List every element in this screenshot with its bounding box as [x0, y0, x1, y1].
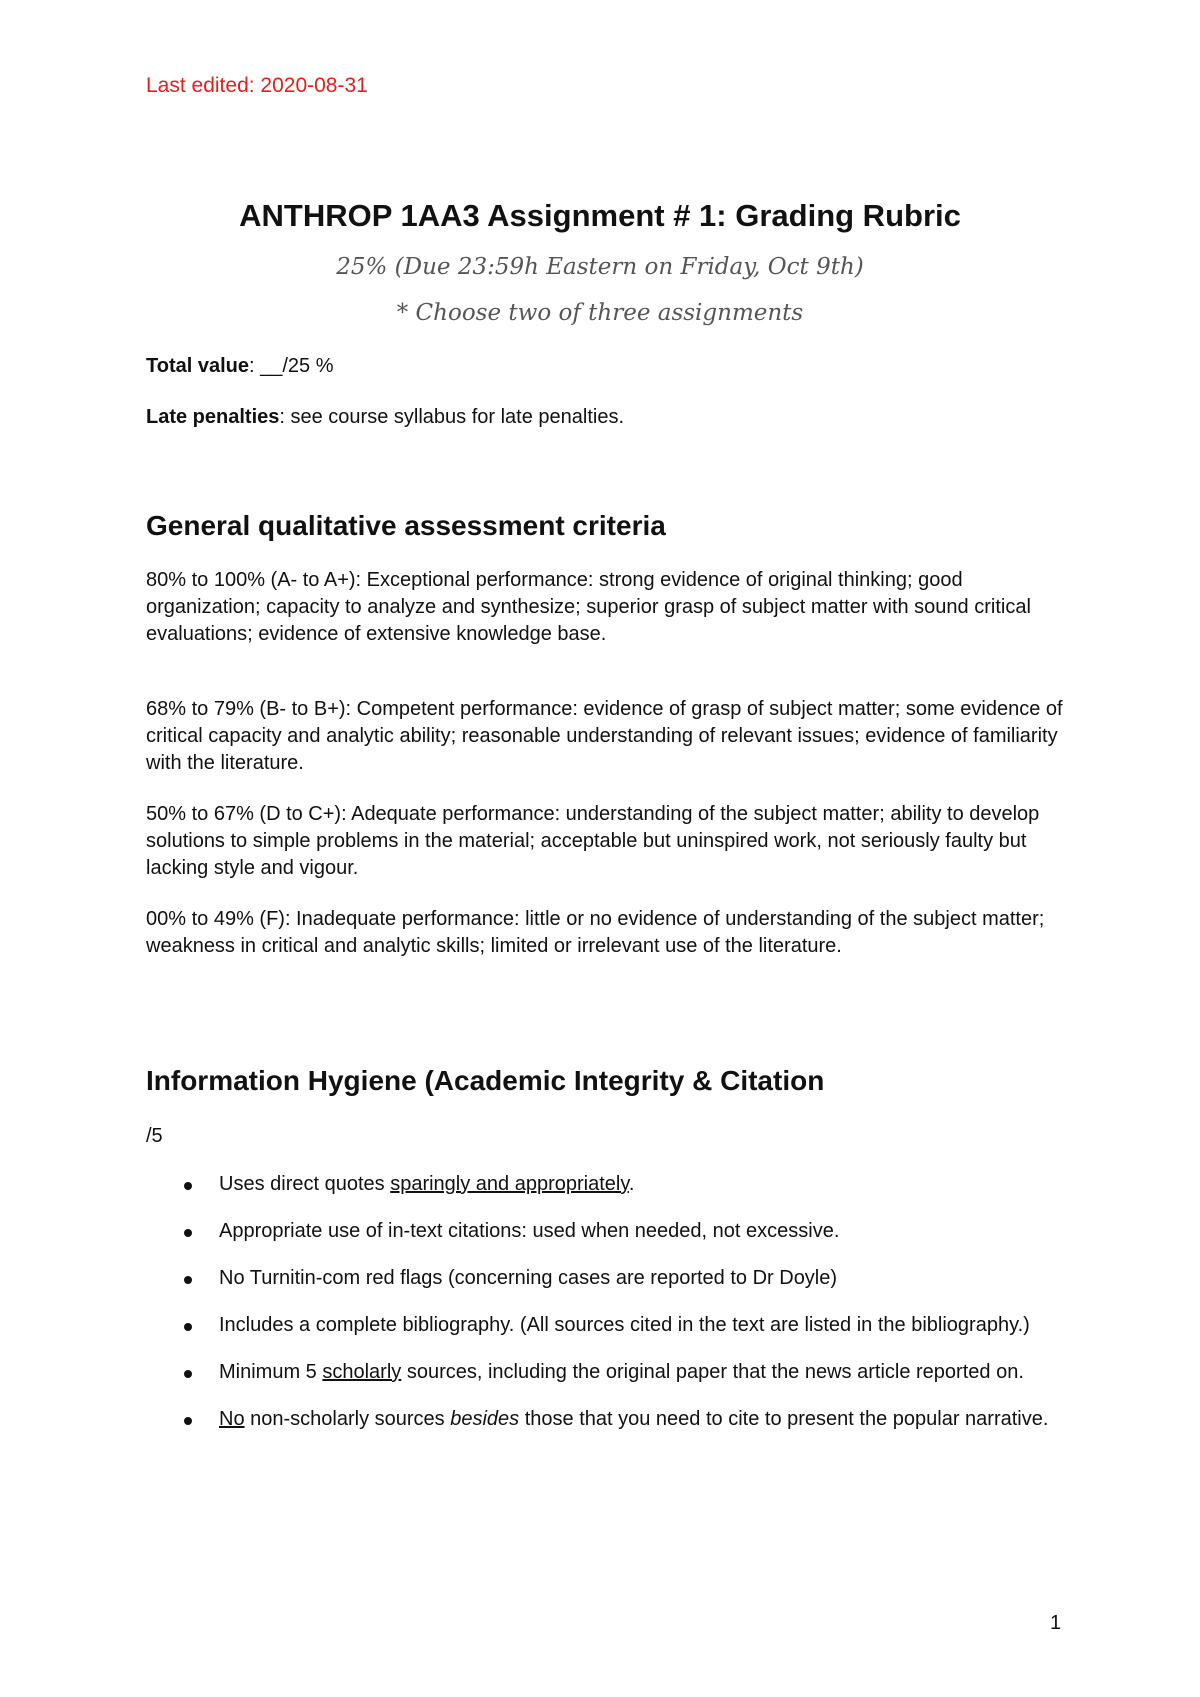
- total-value-label: Total value: [146, 355, 249, 377]
- criteria-a-range: 80% to 100% (A- to A+): Exceptional performance: strong evidence of original thinking; good organization; capacity to analyze and synthesize; superior grasp of subject matter with sound critical evaluations; evidence of extensive knowledge base.: [146, 569, 1031, 645]
- list-item: No non-scholarly sources besides those that you need to cite to present the popular narrative.: [146, 1406, 1076, 1433]
- underlined-text: scholarly: [322, 1361, 402, 1383]
- criteria-f-range: 00% to 49% (F): Inadequate performance: little or no evidence of understanding of the subject matter; weakness in critical and analytic skills; limited or irrelevant use of the literature.: [146, 908, 1045, 957]
- information-hygiene-heading: Information Hygiene (Academic Integrity & Citation: [146, 1065, 825, 1096]
- page-title: ANTHROP 1AA3 Assignment # 1: Grading Rubric: [239, 198, 961, 233]
- general-criteria-heading: General qualitative assessment criteria: [146, 510, 666, 541]
- list-item: Appropriate use of in-text citations: used when needed, not excessive.: [146, 1218, 1076, 1245]
- underlined-text: sparingly and appropriately: [390, 1173, 629, 1195]
- last-edited-note: Last edited: 2020-08-31: [146, 74, 368, 97]
- bullet-icon: [184, 1276, 192, 1284]
- late-penalties-line: [146, 406, 624, 429]
- bullet-icon: [184, 1323, 192, 1331]
- italic-text: besides: [450, 1408, 520, 1430]
- list-item: Minimum 5 scholarly sources, including the original paper that the news article reported on.: [146, 1359, 1076, 1386]
- late-penalties-label: Late penalties: [146, 406, 280, 428]
- list-item: No Turnitin-com red flags (concerning cases are reported to Dr Doyle): [146, 1265, 1076, 1292]
- list-item: Includes a complete bibliography. (All sources cited in the text are listed in the bibliography.): [146, 1312, 1076, 1339]
- hygiene-bullet-list: [146, 1171, 1076, 1453]
- criteria-b-range: 68% to 79% (B- to B+): Competent performance: evidence of grasp of subject matter; some evidence of critical capacity and analytic ability; reasonable understanding of relevant issues; evidence of familiarity with the literature.: [146, 698, 1063, 774]
- bullet-icon: [184, 1229, 192, 1237]
- bullet-icon: [184, 1417, 192, 1425]
- hygiene-points: /5: [146, 1125, 163, 1147]
- choose-note-subtitle: * Choose two of three assignments: [396, 300, 804, 326]
- list-item: Uses direct quotes sparingly and appropriately.: [146, 1171, 1076, 1198]
- underlined-text: No: [219, 1408, 245, 1430]
- criteria-c-range: 50% to 67% (D to C+): Adequate performance: understanding of the subject matter; ability to develop solutions to simple problems in the material; acceptable but uninspired work, not seriously faulty but lacking style and vigour.: [146, 803, 1040, 879]
- late-penalties-text: : see course syllabus for late penalties.: [279, 406, 625, 428]
- page-number: 1: [1050, 1612, 1062, 1634]
- total-value-line: [146, 355, 334, 378]
- total-value-text: : __/25 %: [249, 355, 334, 377]
- bullet-icon: [184, 1182, 192, 1190]
- due-date-subtitle: 25% (Due 23:59h Eastern on Friday, Oct 9th): [336, 254, 864, 280]
- bullet-icon: [184, 1370, 192, 1378]
